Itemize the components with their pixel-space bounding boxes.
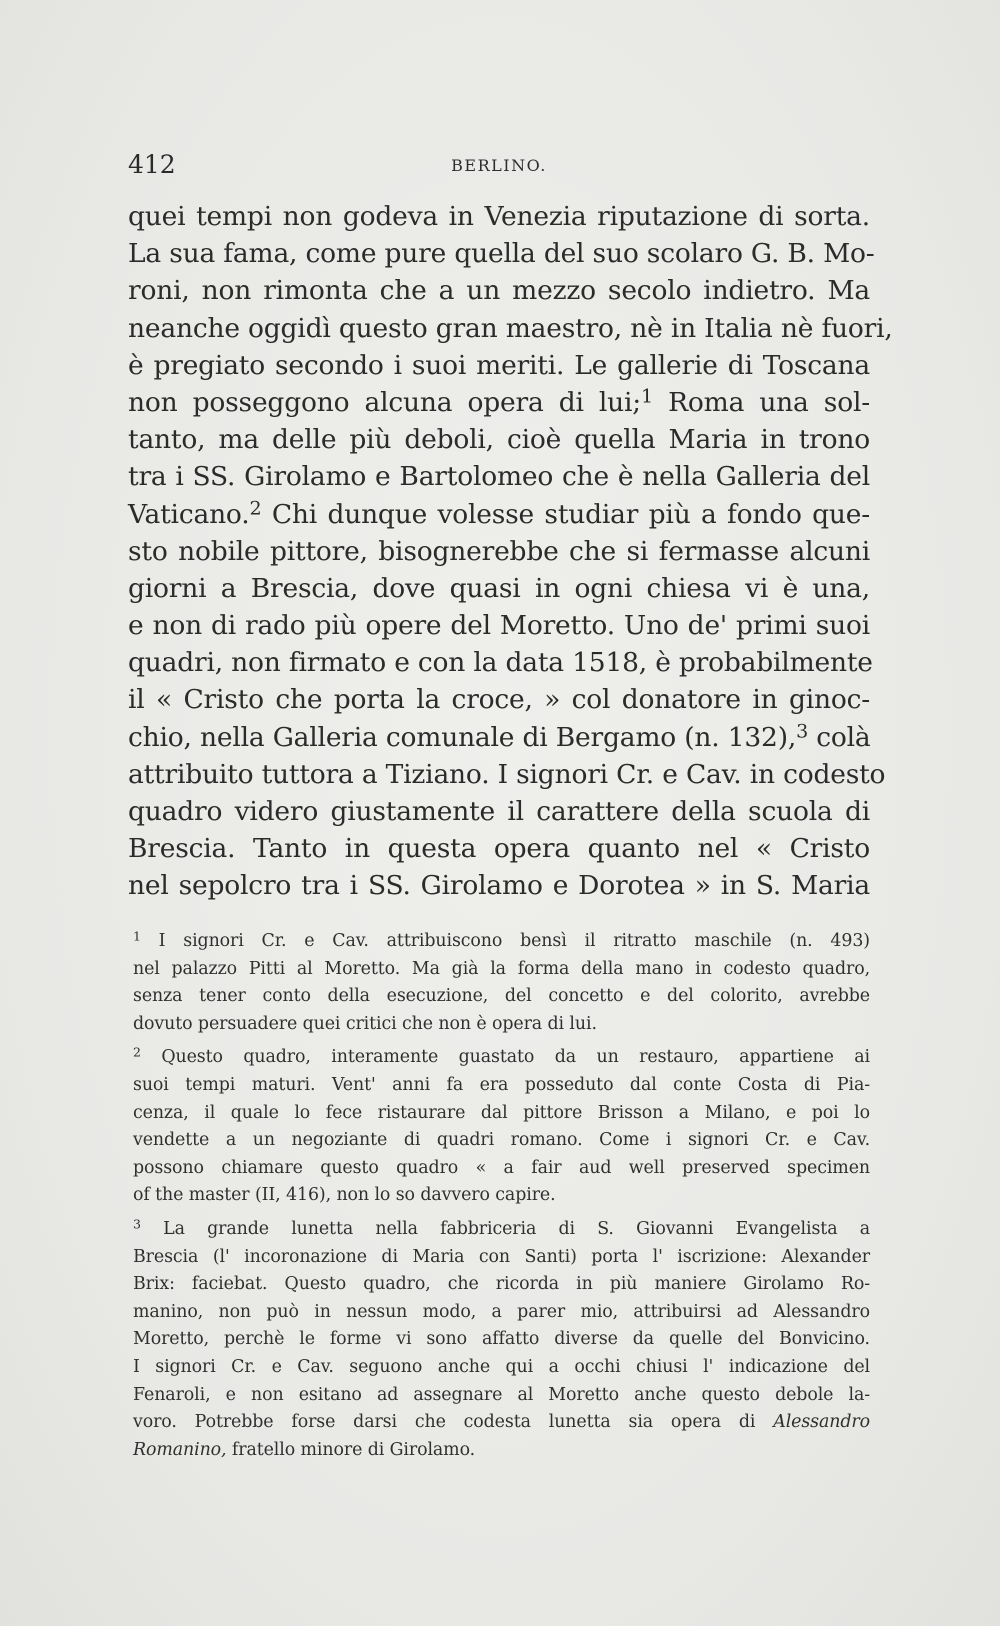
footnote-line: manino, non può in nessun modo, a parer mio, attribuirsi ad Alessandro	[133, 1301, 870, 1322]
body-line: sto nobile pittore, bisognerebbe che si fermasse alcuni	[128, 535, 870, 567]
footnote-line	[133, 928, 870, 956]
footnote-line	[133, 1437, 870, 1465]
body-line: nel sepolcro tra i SS. Girolamo e Dorotea » in S. Maria	[128, 870, 870, 902]
body-line: e non di rado più opere del Moretto. Uno de' primi suoi	[128, 610, 870, 642]
body-line: roni, non rimonta che a un mezzo secolo indietro. Ma	[128, 275, 870, 307]
footnote-text: La grande lunetta nella fabbriceria di S. Giovanni Evangelista a	[140, 1218, 870, 1239]
footnote-line: dovuto persuadere quei critici che non è opera di lui.	[133, 1013, 597, 1034]
body-line-text: non posseggono alcuna opera di lui;	[128, 386, 642, 418]
footnote-line: Fenaroli, e non esitano ad assegnare al Moretto anche questo debole la-	[133, 1384, 870, 1405]
footnote-line: I signori Cr. e Cav. seguono anche qui a occhi chiusi l' indicazione del	[133, 1356, 870, 1377]
footnote-line: suoi tempi maturi. Vent' anni fa era posseduto dal conte Costa di Pia-	[133, 1074, 870, 1095]
body-line	[128, 384, 870, 421]
footnote-text: Questo quadro, interamente guastato da un restauro, appartiene ai	[140, 1047, 870, 1068]
footnote-1	[133, 928, 870, 1038]
footnote-line	[133, 1216, 870, 1244]
footnote-number: 2	[133, 1044, 141, 1060]
footnote-italic-name: Alessandro	[773, 1412, 870, 1433]
footnote-line: vendette a un negoziante di quadri romano. Come i signori Cr. e Cav.	[133, 1130, 870, 1151]
body-line: quei tempi non godeva in Venezia riputazione di sorta.	[128, 201, 870, 232]
footnote-reference: 2	[249, 496, 262, 519]
body-line-text: Vaticano.	[128, 498, 250, 530]
body-line: La sua fama, come pure quella del suo scolaro G. B. Mo-	[128, 238, 875, 270]
footnote-text: I signori Cr. e Cav. attribuiscono bensì il ritratto maschile (n. 493)	[140, 931, 870, 951]
body-line: è pregiato secondo i suoi meriti. Le gallerie di Toscana	[128, 349, 870, 381]
body-line: attribuito tuttora a Tiziano. I signori Cr. e Cav. in codesto	[128, 758, 886, 790]
body-line: Brescia. Tanto in questa opera quanto nel « Cristo	[128, 833, 870, 865]
body-line: quadro videro giustamente il carattere della scuola di	[128, 796, 870, 827]
body-line: quadri, non firmato e con la data 1518, è probabilmente	[128, 647, 873, 679]
footnote-line: nel palazzo Pitti al Moretto. Ma già la forma della mano in codesto quadro,	[133, 958, 870, 979]
footnote-number: 1	[133, 928, 141, 944]
footnote-2	[133, 1044, 870, 1210]
footnote-line	[133, 1044, 870, 1072]
footnote-line: possono chiamare questo quadro « a fair aud well preserved specimen	[133, 1157, 870, 1178]
footnote-line: senza tener conto della esecuzione, del concetto e del colorito, avrebbe	[133, 986, 870, 1007]
body-line-text: chio, nella Galleria comunale di Bergamo (n. 132),	[128, 721, 797, 753]
footnote-line: of the master (II, 416), non lo so davvero capire.	[133, 1185, 556, 1206]
footnote-line	[133, 1409, 870, 1437]
footnotes	[133, 928, 870, 1464]
body-line	[128, 719, 870, 756]
footnote-line: Brix: faciebat. Questo quadro, che ricorda in più maniere Girolamo Ro-	[133, 1274, 870, 1295]
body-line: tra i SS. Girolamo e Bartolomeo che è nella Galleria del	[128, 461, 870, 493]
body-line-text: colà	[808, 721, 871, 753]
footnote-text: voro. Potrebbe forse darsi che codesta lunetta sia opera di	[133, 1412, 774, 1433]
footnote-italic-name: Romanino,	[133, 1439, 227, 1460]
footnote-reference: 1	[641, 385, 653, 408]
footnote-text: fratello minore di Girolamo.	[226, 1439, 476, 1460]
footnote-number: 3	[133, 1216, 141, 1232]
body-line: neanche oggidì questo gran maestro, nè in Italia nè fuori,	[128, 312, 893, 344]
body-line: il « Cristo che porta la croce, » col donatore in ginoc-	[128, 684, 870, 716]
body-line: tanto, ma delle più deboli, cioè quella Maria in trono	[128, 424, 870, 456]
body-line: giorni a Brescia, dove quasi in ogni chiesa vi è una,	[128, 572, 870, 604]
footnote-line: Moretto, perchè le forme vi sono affatto diverse da quelle del Bonvicino.	[133, 1329, 870, 1350]
body-line-text: Chi dunque volesse studiar più a fondo que-	[261, 498, 870, 530]
body-line-text: Roma una sol-	[652, 386, 870, 418]
body-line	[128, 496, 870, 533]
running-head	[128, 150, 870, 184]
footnote-3	[133, 1216, 870, 1464]
running-title: BERLINO.	[451, 156, 547, 175]
body-text	[128, 198, 893, 905]
footnote-line: Brescia (l' incoronazione di Maria con Santi) porta l' iscrizione: Alexander	[133, 1246, 870, 1267]
page-number: 412	[128, 150, 176, 179]
footnote-line: cenza, il quale lo fece ristaurare dal pittore Brisson a Milano, e poi lo	[133, 1102, 870, 1123]
footnote-reference: 3	[796, 720, 809, 743]
